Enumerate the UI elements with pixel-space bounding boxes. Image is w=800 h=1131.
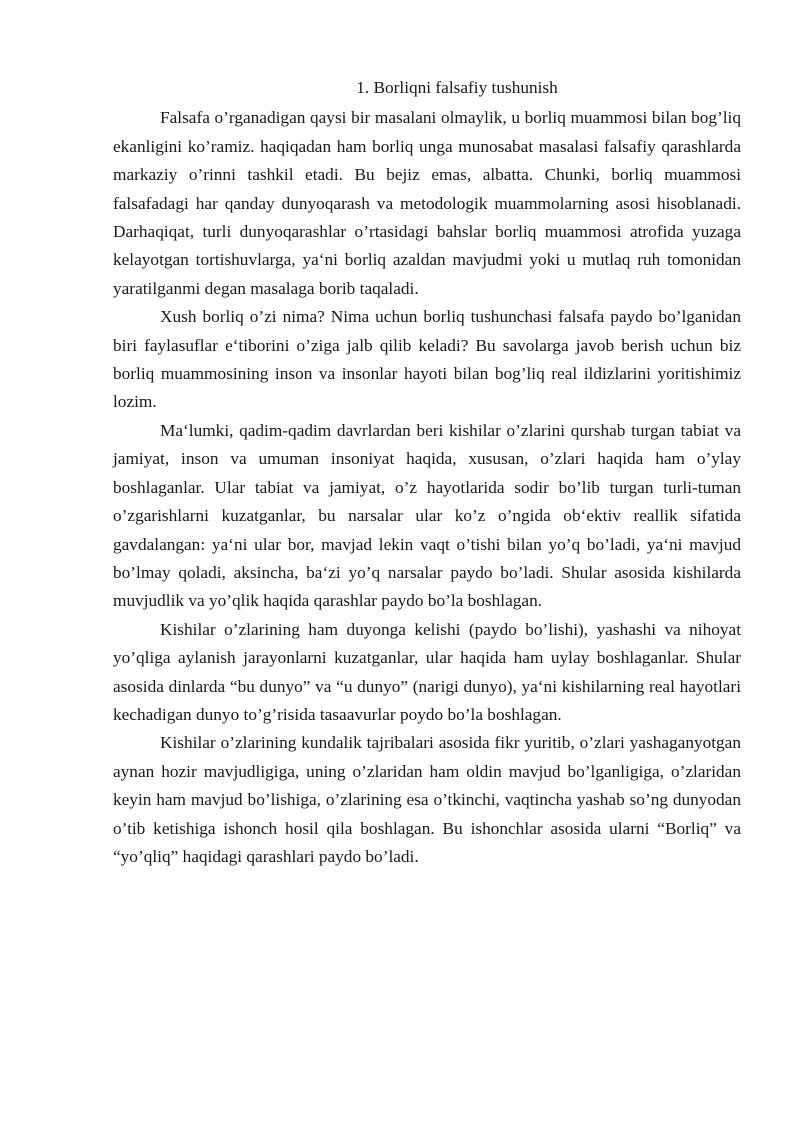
paragraph-2: Xush borliq o’zi nima? Nima uchun borliq tushunchasi falsafa paydo bo’lganidan biri faylasuflar e‘tiborini o’ziga jalb qilib keladi? Bu savolarga javob berish uchun biz borliq muammosining inson va insonlar hayoti bilan bog’liq real ildizlarini yoritishimiz lozim.	[113, 307, 741, 412]
paragraph-4: Kishilar o’zlarining ham duyonga kelishi (paydo bo’lishi), yashashi va nihoyat yo’qliga aylanish jarayonlarni kuzatganlar, ular haqida ham uylay boshlaganlar. Shular asosida dinlarda “bu dunyo” va “u dunyo” (narigi dunyo), ya‘ni kishilarning real hayotlari kechadigan dunyo to’g’risida tasaavurlar poydo bo’la boshlagan.	[113, 619, 741, 724]
section-title: 1. Borliqni falsafiy tushunish	[356, 78, 558, 97]
paragraph-1: Falsafa o’rganadigan qaysi bir masalani olmaylik, u borliq muammosi bilan bog’liq ekanligini ko’ramiz. haqiqadan ham borliq unga munosabat masalasi falsafiy qarashlarda markaziy o’rinni tashkil etadi. Bu bejiz emas, albatta. Chunki, borliq muammosi falsafadagi har qanday dunyoqarash va metodologik muammolarning asosi hisoblanadi. Darhaqiqat, turli dunyoqarashlar o’rtasidagi bahslar borliq muammosi atrofida yuzaga kelayotgan tortishuvlarga, ya‘ni borliq azaldan mavjudmi yoki u mutlaq ruh tomonidan yaratilganmi degan masalaga borib taqaladi.	[113, 108, 741, 298]
paragraph-5: Kishilar o’zlarining kundalik tajribalari asosida fikr yuritib, o’zlari yashaganyotgan aynan hozir mavjudligiga, uning o’zlaridan ham oldin mavjud bo’lganligiga, o’zlaridan keyin ham mavjud bo’lishiga, o’zlarining esa o’tkinchi, vaqtincha yashab so’ng dunyodan o’tib ketishiga ishonch hosil qila boshlagan. Bu ishonchlar asosida ularni “Borliq” va “yo’qliq” haqidagi qarashlari paydo bo’ladi.	[113, 733, 741, 866]
document-page	[113, 74, 741, 871]
paragraph-3: Ma‘lumki, qadim-qadim davrlardan beri kishilar o’zlarini qurshab turgan tabiat va jamiyat, inson va umuman insoniyat haqida, xususan, o’zlari haqida ham o’ylay boshlaganlar. Ular tabiat va jamiyat, o’z hayotlarida sodir bo’lib turgan turli-tuman o’zgarishlarni kuzatganlar, bu narsalar ular ko’z o’ngida ob‘ektiv reallik sifatida gavdalangan: ya‘ni ular bor, mavjad lekin vaqt o’tishi bilan yo’q bo’ladi, ya‘ni mavjud bo’lmay qoladi, aksincha, ba‘zi yo’q narsalar paydo bo’ladi. Shular asosida kishilarda muvjudlik va yo’qlik haqida qarashlar paydo bo’la boshlagan.	[113, 420, 741, 611]
